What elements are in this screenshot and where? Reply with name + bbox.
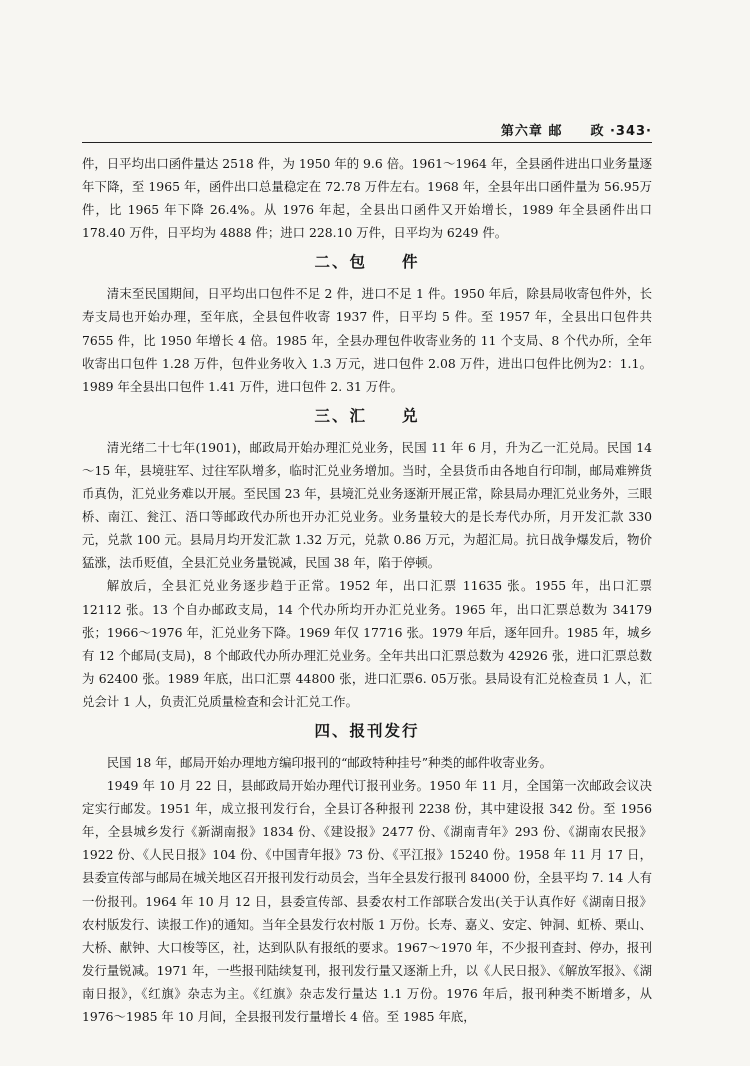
paragraph-remittance-history: 清光绪二十七年(1901)，邮政局开始办理汇兑业务，民国 11 年 6 月，升为乙一汇兑局。民国 14～15 年，县境驻军、过往军队增多，临时汇兑业务增加。当时，全县货币由各地自行印制，邮局难辨货币真伪，汇兑业务难以开展。至民国 23 年，县境汇兑业务逐渐开展正常，除县局办理汇兑业务外，三眼桥、南江、瓮江、浯口等邮政代办所也开办汇兑业务。业务量较大的是长寿代办所，月开发汇款 330 元，兑款 100 元。县局月均开发汇款 1.32 万元，兑款 0.86 万元，为超汇局。抗日战争爆发后，物价猛涨，法币贬值，全县汇兑业务量锐减，民国 38 年，陷于停顿。 <box>82 439 652 571</box>
paragraph-press-1929: 民国 18 年，邮局开始办理地方编印报刊的“邮政特种挂号”种类的邮件收寄业务。 <box>106 754 552 770</box>
section-heading-parcels: 二、包 件 <box>314 253 420 272</box>
paragraph-remittance-postliberation: 解放后，全县汇兑业务逐步趋于正常。1952 年，出口汇票 11635 张。1955 年，出口汇票 12112 张。13 个自办邮政支局，14 个代办所均开办汇兑业务。1965 年，出口汇票总数为 34179 张；1966～1976 年，汇兑业务下降。1969 年仅 17716 张。1979 年后，逐年回升。1985 年，城乡有 12 个邮局(支局)，8 个邮政代办所办理汇兑业务。全年共出口汇票总数为 42926 张，进口汇票总数为 62400 张。1989 年底，出口汇票 44800 张，进口汇票6. 05万张。县局设有汇兑检查员 1 人，汇兑会计 1 人，负责汇兑质量检查和会计汇兑工作。 <box>82 578 652 709</box>
section-heading-remittance: 三、汇 兑 <box>314 406 420 425</box>
body-text <box>82 152 652 1028</box>
section-heading-press-distribution: 四、报刊发行 <box>314 721 420 740</box>
paragraph-press-1949-onward: 1949 年 10 月 22 日，县邮政局开始办理代订报刊业务。1950 年 11 月，全国第一次邮政会议决定实行邮发。1951 年，成立报刊发行台，全县订各种报刊 2238 份，其中建设报 342 份。至 1956 年，全县城乡发行《新湖南报》1834 份、《建设报》2477 份、《湖南青年》293 份、《湖南农民报》1922 份、《人民日报》104 份、《中国青年报》73 份、《平江报》15240 份。1958 年 11 月 17 日，县委宣传部与邮局在城关地区召开报刊发行动员会，当年全县发行报刊 84000 份，全县平均 7. 14 人有一份报刊。1964 年 10 月 12 日，县委宣传部、县委农村工作部联合发出(关于认真作好《湖南日报》农村版发行、读报工作)的通知。当年全县发行农村版 1 万份。长寿、嘉义、安定、钟洞、虹桥、栗山、大桥、献钟、大口梭等区，社，达到队队有报纸的要求。1967～1970 年，不少报刊查封、停办，报刊发行量锐减。1971 年，一些报刊陆续复刊，报刊发行量又逐渐上升，以《人民日报》、《解放军报》、《湖南日报》，《红旗》杂志为主。《红旗》杂志发行量达 1.1 万份。1976 年后，报刊种类不断增多，从 1976～1985 年 10 月间，全县报刊发行量增长 4 倍。至 1985 年底， <box>82 778 652 1024</box>
running-head: 第六章 邮 政 ·343· <box>500 124 652 139</box>
page-header <box>82 118 652 143</box>
paragraph-mail-continued: 件，日平均出口函件量达 2518 件，为 1950 年的 9.6 倍。1961～1964 年，全县函件进出口业务量逐年下降，至 1965 年，函件出口总量稳定在 72.78 万件左右。1968 年，全县年出口函件量为 56.95万件，比 1965 年下降 26.4%。从 1976 年起，全县出口函件又开始增长，1989 年全县函件出口 178.40 万件，日平均为 4888 件；进口 228.10 万件，日平均为 6249 件。 <box>82 156 652 241</box>
paragraph-parcels: 清末至民国期间，日平均出口包件不足 2 件，进口不足 1 件。1950 年后，除县局收寄包件外，长寿支局也开始办理，至年底，全县包件收寄 1937 件，日平均 5 件。至 1957 年，全县出口包件共 7655 件，比 1950 年增长 4 倍。1985 年，全县办理包件收寄业务的 11 个支局、8 个代办所，全年收寄出口包件 1.28 万件，包件业务收入 1.3 万元，进口包件 2.08 万件，进出口包件比例为2：1.1。1989 年全县出口包件 1.41 万件，进口包件 2. 31 万件。 <box>82 286 652 394</box>
